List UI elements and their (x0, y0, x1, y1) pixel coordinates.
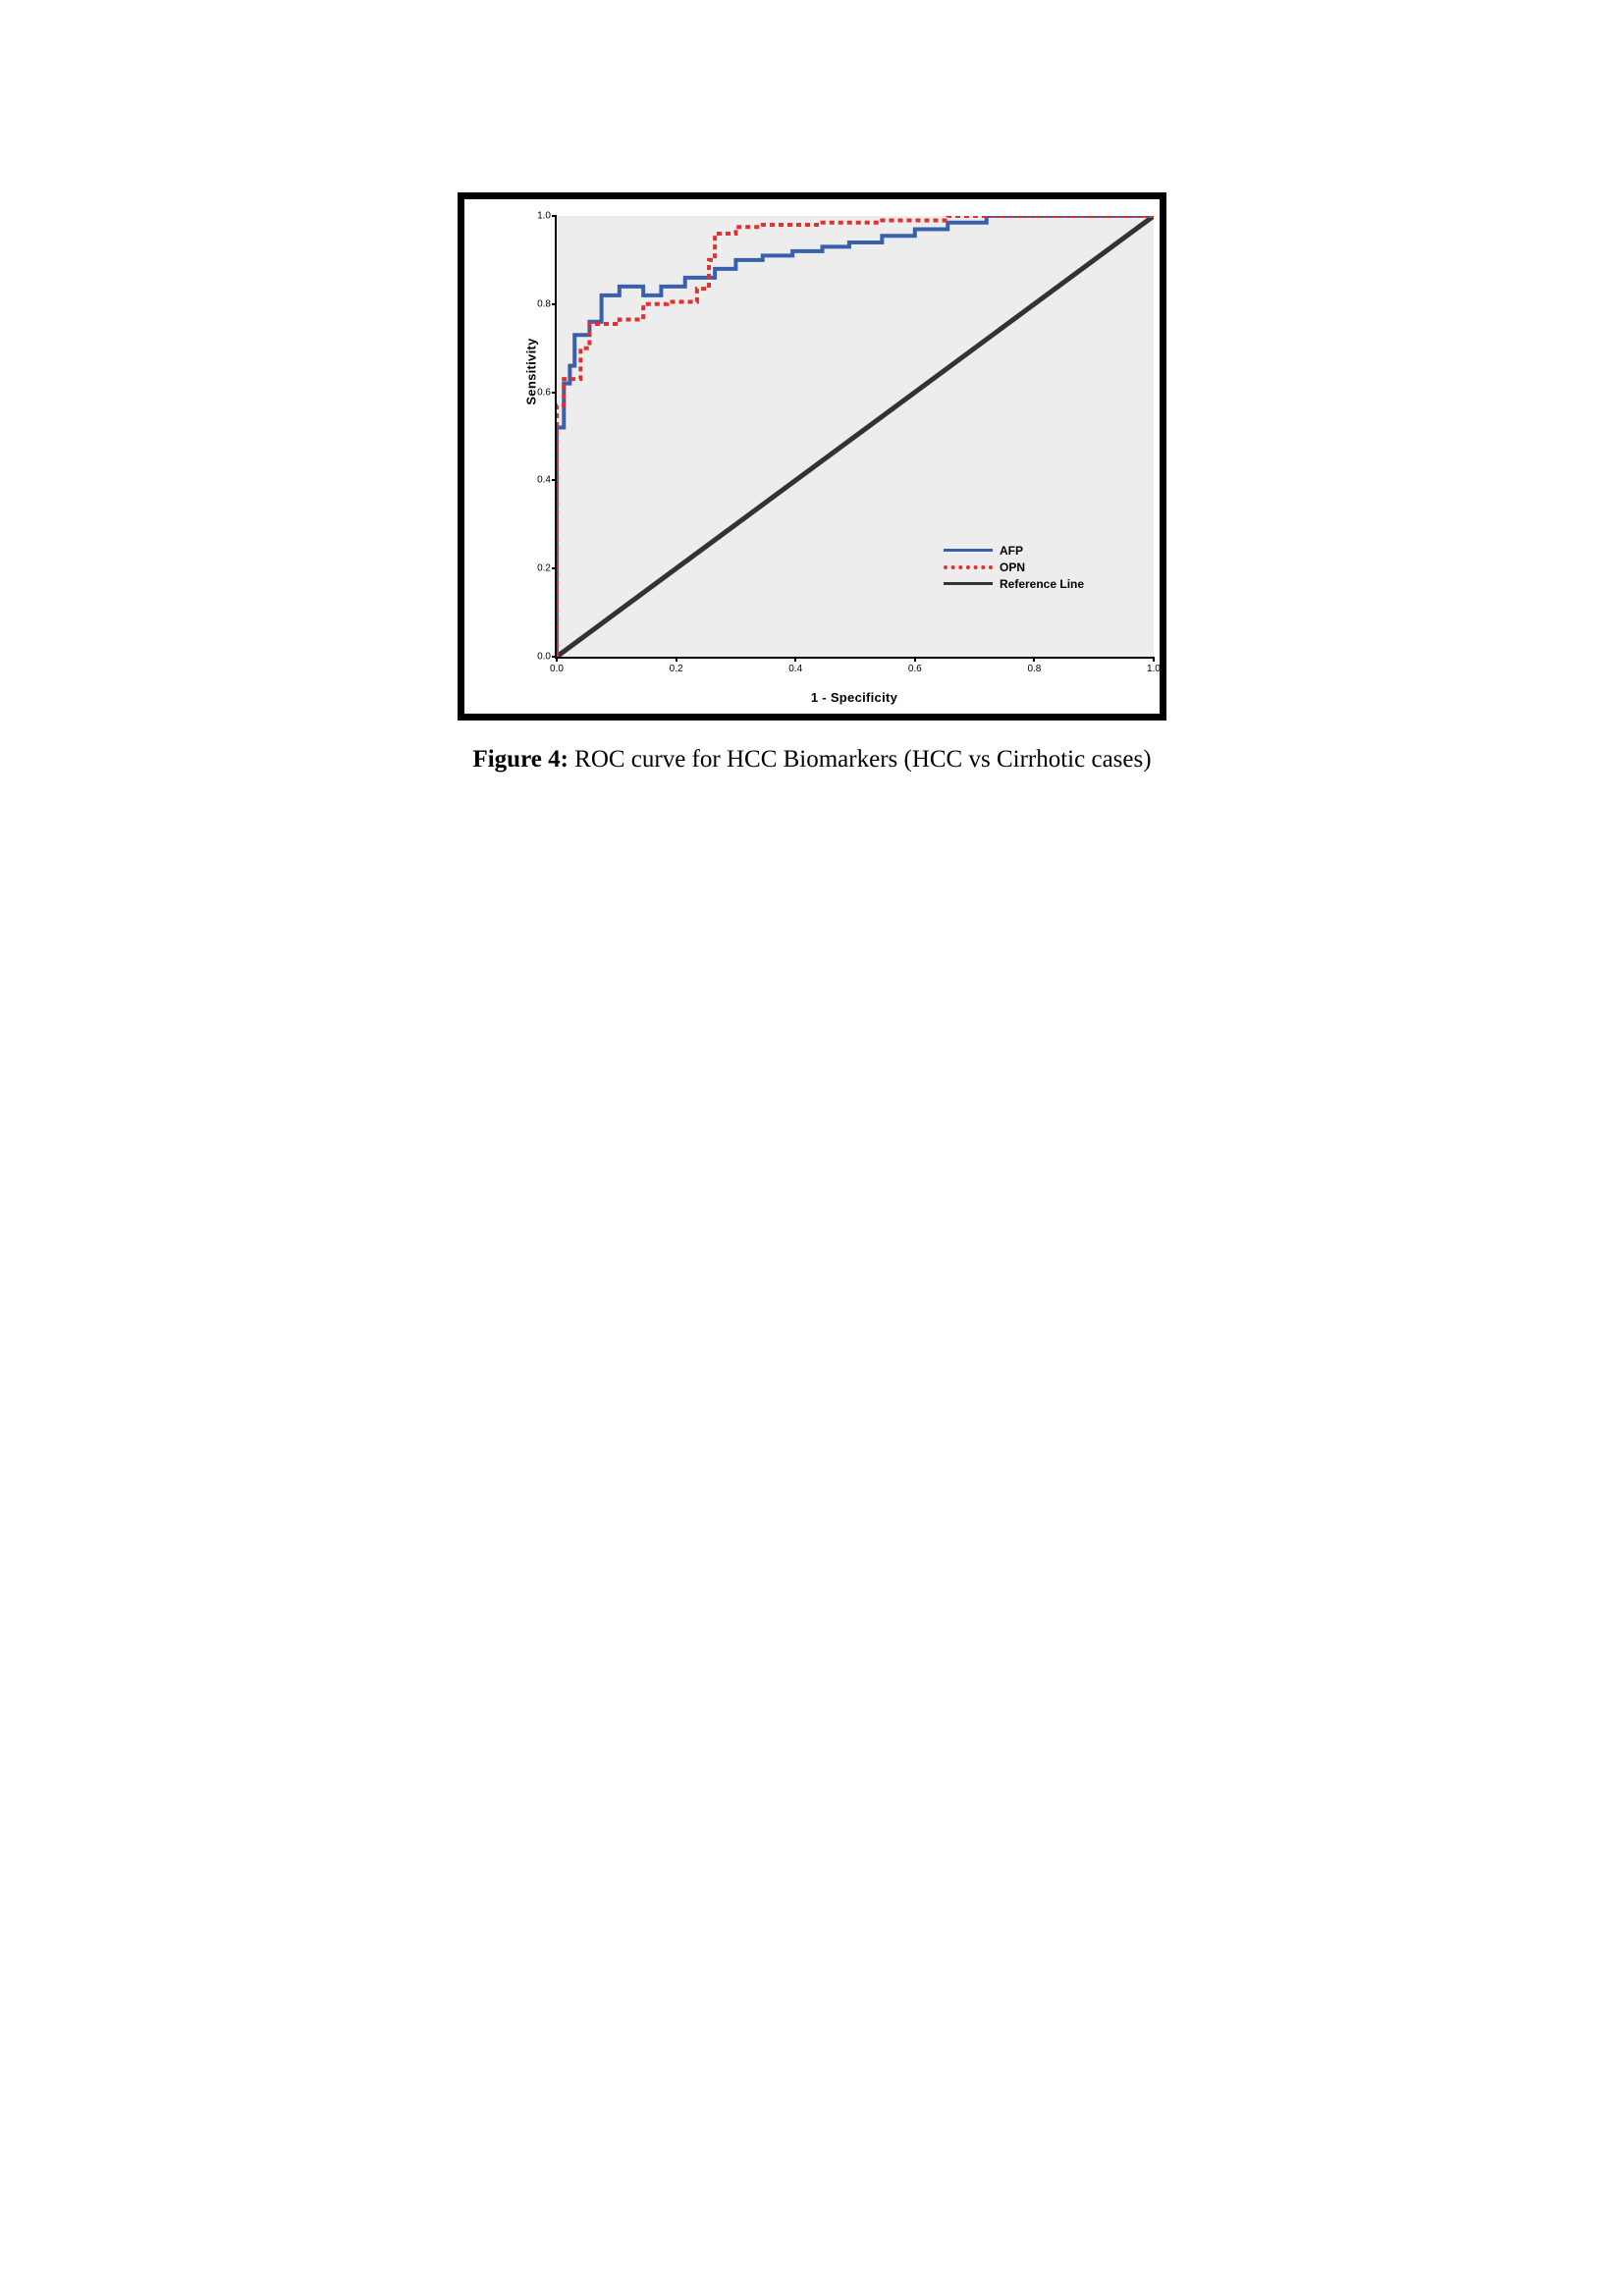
opn-line-icon (944, 561, 993, 572)
figure-block (458, 192, 1166, 776)
roc-chart (458, 192, 1166, 721)
x-tick-mark-4 (1033, 657, 1035, 662)
x-axis-label: 1 - Specificity (810, 690, 898, 705)
legend-label-opn: OPN (1000, 560, 1026, 574)
plot-area (537, 210, 1161, 674)
legend-label-afp: AFP (1000, 543, 1023, 558)
x-tick-1: 0.2 (669, 664, 683, 674)
x-tick-2: 0.4 (788, 664, 803, 674)
figure-caption-text: ROC curve for HCC Biomarkers (HCC vs Cirrhotic cases) (568, 746, 1152, 773)
legend-item-afp (944, 542, 1084, 559)
chart-legend (940, 540, 1088, 594)
reference-line-icon (944, 578, 993, 589)
chart-inner (464, 199, 1160, 714)
y-tick-2: 0.4 (537, 474, 551, 486)
y-tick-1: 0.2 (537, 562, 551, 574)
x-tick-mark-2 (794, 657, 796, 662)
x-tick-4: 0.8 (1027, 664, 1042, 674)
y-tick-5: 1.0 (537, 210, 551, 222)
legend-item-opn (944, 559, 1084, 575)
figure-caption-label: Figure 4: (472, 746, 568, 773)
legend-label-reference: Reference Line (1000, 576, 1085, 591)
legend-item-reference (944, 575, 1084, 592)
y-tick-0: 0.0 (537, 651, 551, 663)
figure-caption (458, 744, 1166, 776)
x-tick-mark-0 (556, 657, 558, 662)
y-tick-3: 0.6 (537, 387, 551, 399)
x-tick-mark-1 (676, 657, 677, 662)
x-tick-3: 0.6 (907, 664, 922, 674)
x-tick-0: 0.0 (550, 664, 564, 674)
afp-line-icon (944, 545, 993, 556)
x-tick-mark-3 (914, 657, 916, 662)
x-tick-mark-5 (1153, 657, 1155, 662)
x-tick-5: 1.0 (1147, 664, 1161, 674)
y-tick-4: 0.8 (537, 298, 551, 310)
y-axis-label: Sensitivity (523, 338, 539, 405)
